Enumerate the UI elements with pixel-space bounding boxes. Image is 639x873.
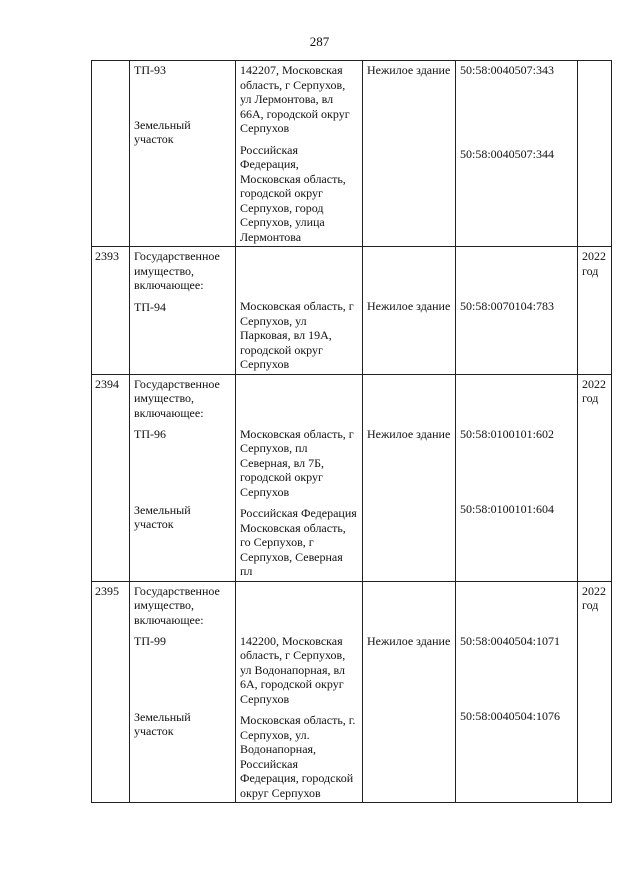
year-cell: 2022 год	[578, 247, 612, 375]
object-type: Нежилое здание	[367, 426, 451, 441]
group-header: Государственное имущество, включающее:	[134, 583, 220, 627]
object-address: 142200, Московская область, г Серпухов, ул Водонапорная, вл 6А, городской округ Серпухов	[240, 633, 346, 706]
address-cell	[236, 61, 363, 247]
object-name-cell	[130, 581, 236, 803]
year-cell	[578, 61, 612, 247]
cadastral-number: 50:58:0040504:1071	[460, 633, 561, 648]
object-address: Московская область, г Серпухов, ул Парковая, вл 19А, городской округ Серпухов	[240, 299, 354, 371]
object-name: ТП-94	[134, 299, 166, 314]
cadastral-number: 50:58:0040507:343	[460, 63, 555, 77]
type-cell	[363, 581, 456, 803]
cadastral-cell	[456, 247, 578, 375]
page-number: 287	[309, 34, 330, 49]
row-number: 2395	[92, 581, 130, 803]
cadastral-number: 50:58:0100101:604	[460, 502, 555, 516]
object-type: Нежилое здание	[367, 63, 451, 77]
object-name-cell	[130, 247, 236, 375]
object-address: Московская область, г Серпухов, пл Северная, вл 7Б, городской округ Серпухов	[240, 426, 354, 499]
cadastral-number: 50:58:0040507:344	[460, 146, 555, 161]
row-number: 2394	[92, 374, 130, 581]
object-name-cell	[130, 374, 236, 581]
group-header: Государственное имущество, включающее:	[134, 249, 220, 292]
object-name: Земельный участок	[134, 502, 191, 531]
row-number: 2393	[92, 247, 130, 375]
type-cell	[363, 61, 456, 247]
table-row	[92, 374, 612, 581]
address-cell	[236, 581, 363, 803]
object-address: 142207, Московская область, г Серпухов, ул Лермонтова, вл 66А, городской округ Серпухов	[240, 63, 350, 135]
cadastral-cell	[456, 581, 578, 803]
cadastral-cell	[456, 374, 578, 581]
object-name: ТП-99	[134, 634, 166, 648]
table-row	[92, 61, 612, 247]
object-address: Московская область, г. Серпухов, ул. Водонапорная, Российская Федерация, городской округ Серпухов	[240, 713, 356, 800]
cadastral-number: 50:58:0040504:1076	[460, 709, 561, 723]
object-name-cell	[130, 61, 236, 247]
address-cell	[236, 247, 363, 375]
object-name: Земельный участок	[134, 709, 191, 738]
object-type: Нежилое здание	[367, 299, 451, 313]
row-number	[92, 61, 130, 247]
table-row	[92, 581, 612, 803]
address-cell	[236, 374, 363, 581]
cadastral-number: 50:58:0070104:783	[460, 299, 555, 313]
type-cell	[363, 374, 456, 581]
group-header: Государственное имущество, включающее:	[134, 376, 220, 420]
cadastral-number: 50:58:0100101:602	[460, 426, 555, 441]
type-cell	[363, 247, 456, 375]
object-name: ТП-93	[134, 63, 166, 77]
object-name: Земельный участок	[134, 117, 191, 146]
year-cell: 2022 год	[578, 374, 612, 581]
object-address: Российская Федерация Московская область, го Серпухов, г Серпухов, Северная пл	[240, 506, 357, 578]
property-table	[91, 60, 612, 803]
year-cell: 2022 год	[578, 581, 612, 803]
cadastral-cell	[456, 61, 578, 247]
object-name: ТП-96	[134, 427, 166, 441]
table-row	[92, 247, 612, 375]
object-address: Российская Федерация, Московская область, городской округ Серпухов, город Серпухов, улица Лермонтова	[240, 142, 346, 244]
object-type: Нежилое здание	[367, 633, 451, 648]
